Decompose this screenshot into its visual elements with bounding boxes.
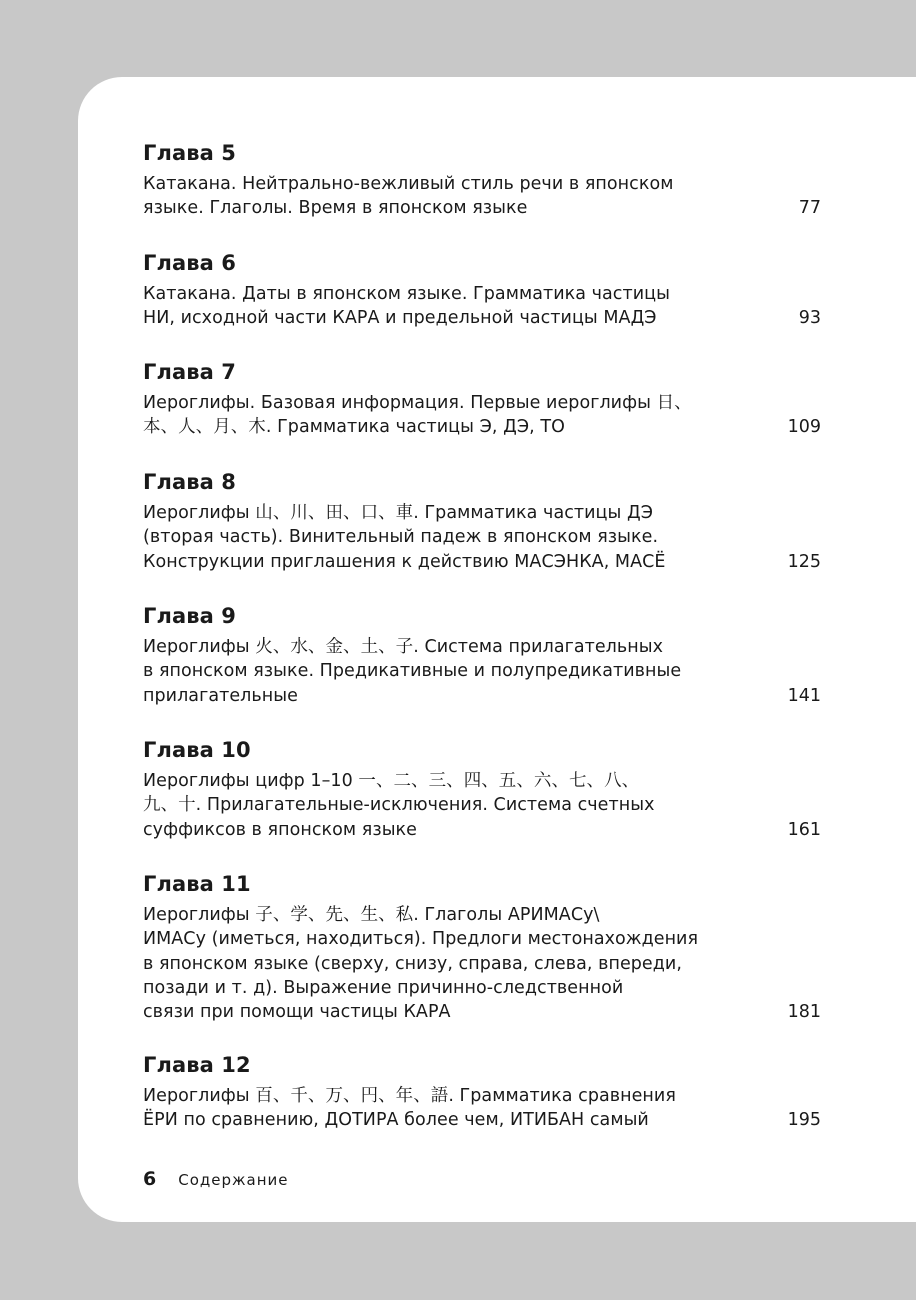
- toc-entry-chapter-12: [143, 1052, 821, 1133]
- footer-page-number: 6: [143, 1168, 157, 1190]
- chapter-description: Иероглифы 山、川、田、口、車. Грамматика частицы ДЭ (вторая часть). Винительный падеж в японском языке. Конструкции приглашения к действию МАСЭНКА, МАСЁ: [143, 503, 666, 572]
- chapter-title: Глава 9: [143, 604, 237, 628]
- chapter-page-number: 141: [787, 685, 821, 706]
- chapter-page-number: 77: [798, 198, 821, 219]
- chapter-page-number: 181: [787, 1002, 821, 1023]
- chapter-title: Глава 6: [143, 251, 237, 275]
- toc-entry-chapter-8: [143, 469, 821, 574]
- chapter-title: Глава 5: [143, 141, 237, 165]
- toc-entry-chapter-6: [143, 250, 821, 331]
- chapter-title: Глава 8: [143, 470, 237, 494]
- chapter-page-number: 195: [787, 1110, 821, 1131]
- chapter-title: Глава 11: [143, 872, 251, 896]
- chapter-title: Глава 12: [143, 1053, 251, 1077]
- chapter-description: Иероглифы цифр 1–10 一、二、三、四、五、六、七、八、 九、十. Прилагательные-исключения. Система счетных суффиксов в японском языке: [143, 771, 655, 840]
- chapter-page-number: 93: [798, 308, 821, 329]
- chapter-title: Глава 7: [143, 360, 237, 384]
- toc-entry-chapter-5: [143, 140, 821, 221]
- toc-entry-chapter-7: [143, 359, 821, 440]
- chapter-page-number: 109: [787, 417, 821, 438]
- chapter-page-number: 161: [787, 819, 821, 840]
- chapter-page-number: 125: [787, 551, 821, 572]
- toc-entry-chapter-11: [143, 871, 821, 1024]
- chapter-description: Иероглифы. Базовая информация. Первые иероглифы 日、 本、人、月、木. Грамматика частицы Э, ДЭ, ТО: [143, 393, 692, 438]
- page-footer: [143, 1168, 289, 1190]
- toc-entry-chapter-10: [143, 737, 821, 842]
- footer-section-label: Содержание: [178, 1171, 289, 1189]
- toc-entry-chapter-9: [143, 603, 821, 708]
- chapter-description: Катакана. Нейтрально-вежливый стиль речи в японском языке. Глаголы. Время в японском языке: [143, 174, 674, 219]
- chapter-description: Катакана. Даты в японском языке. Грамматика частицы НИ, исходной части КАРА и предельной частицы МАДЭ: [143, 284, 670, 329]
- chapter-description: Иероглифы 百、千、万、円、年、語. Грамматика сравнения ЁРИ по сравнению, ДОТИРА более чем, ИТИБАН самый: [143, 1086, 676, 1131]
- chapter-title: Глава 10: [143, 738, 251, 762]
- chapter-description: Иероглифы 子、学、先、生、私. Глаголы АРИМАСу\ ИМАСу (иметься, находиться). Предлоги местонахождения в японском языке (сверху, снизу, справа, слева, впереди, позади и т. д). Выражение причинно-следственной связи при помощи частицы КАРА: [143, 905, 699, 1023]
- chapter-description: Иероглифы 火、水、金、土、子. Система прилагательных в японском языке. Предикативные и полупредикативные прилагательные: [143, 637, 682, 706]
